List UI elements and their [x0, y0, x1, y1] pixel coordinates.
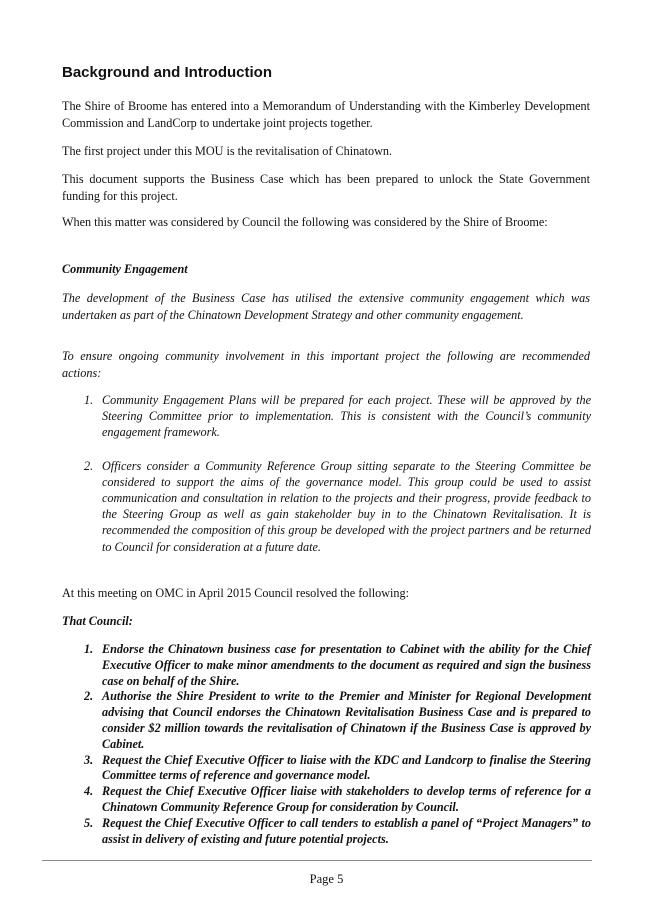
omc-resolution-paragraph: At this meeting on OMC in April 2015 Council resolved the following: [62, 586, 409, 600]
list-item-text: Request the Chief Executive Officer to call tenders to establish a panel of “Project Managers” to assist in delivery of existing and future potential projects. [102, 815, 591, 846]
list-item-text: Request the Chief Executive Officer to liaise with the KDC and Landcorp to finalise the Steering Committee terms of reference and governance model. [102, 752, 591, 783]
list-item [78, 784, 591, 816]
resolutions-list [78, 642, 591, 847]
list-item-number: 2. [84, 458, 94, 473]
list-item-text: Community Engagement Plans will be prepared for each project. These will be approved by the Steering Committee prior to implementation. This is consistent with the Council’s community engagement framework. [102, 393, 591, 440]
list-item-text: Officers consider a Community Reference Group sitting separate to the Steering Committee be considered to support the aims of the governance model. This group could be used to assist communication and consultation in relation to the projects and their progress, provide feedback to the Steering Group as well as gain stakeholder buy in to the Chinatown Revitalisation. It is recommended the composition of this group be developed with the project partners and be returned to Council for consideration at a future date. [102, 458, 591, 554]
recommended-actions-list [78, 392, 591, 555]
list-item-number: 1. [84, 393, 94, 407]
list-item-number: 2. [84, 689, 94, 704]
intro-paragraph: The Shire of Broome has entered into a Memorandum of Understanding with the Kimberley Development Commission and LandCorp to undertake joint projects together. [62, 99, 590, 130]
list-item-text: Endorse the Chinatown business case for presentation to Cabinet with the ability for the Chief Executive Officer to make minor amendments to the document as required and sign the business case on behalf of the Shire. [102, 642, 591, 688]
business-case-paragraph: This document supports the Business Case which has been prepared to unlock the State Government funding for this project. [62, 172, 590, 203]
community-engagement-heading: Community Engagement [62, 262, 188, 276]
list-item [78, 392, 591, 441]
list-item-number: 4. [84, 784, 94, 799]
section-heading: Background and Introduction [62, 64, 272, 81]
first-project-paragraph: The first project under this MOU is the revitalisation of Chinatown. [62, 144, 393, 158]
list-item-number: 1. [84, 642, 94, 656]
list-item [78, 689, 591, 752]
footer-divider [42, 860, 592, 861]
page-number: Page 5 [309, 872, 344, 886]
council-considered-paragraph: When this matter was considered by Council the following was considered by the Shire of Broome: [62, 215, 548, 229]
list-item [78, 816, 591, 848]
list-item-number: 5. [84, 815, 94, 830]
community-engagement-paragraph: The development of the Business Case has utilised the extensive community engagement which was undertaken as part of the Chinatown Development Strategy and other community engagement. [62, 291, 590, 322]
list-item-text: Authorise the Shire President to write to the Premier and Minister for Regional Development advising that Council endorses the Chinatown Revitalisation Business Case and is prepared to consider $2 million towards the revitalisation of Chinatown if the Business Case is approved by Cabinet. [102, 689, 591, 751]
recommended-actions-paragraph: To ensure ongoing community involvement in this important project the following are recommended actions: [62, 349, 590, 380]
list-item-text: Request the Chief Executive Officer liaise with stakeholders to develop terms of reference for a Chinatown Community Reference Group for consideration by Council. [102, 784, 591, 814]
list-item [78, 458, 591, 555]
list-item-number: 3. [84, 752, 94, 767]
list-item [78, 642, 591, 689]
that-council-heading: That Council: [62, 614, 133, 628]
list-item [78, 753, 591, 785]
